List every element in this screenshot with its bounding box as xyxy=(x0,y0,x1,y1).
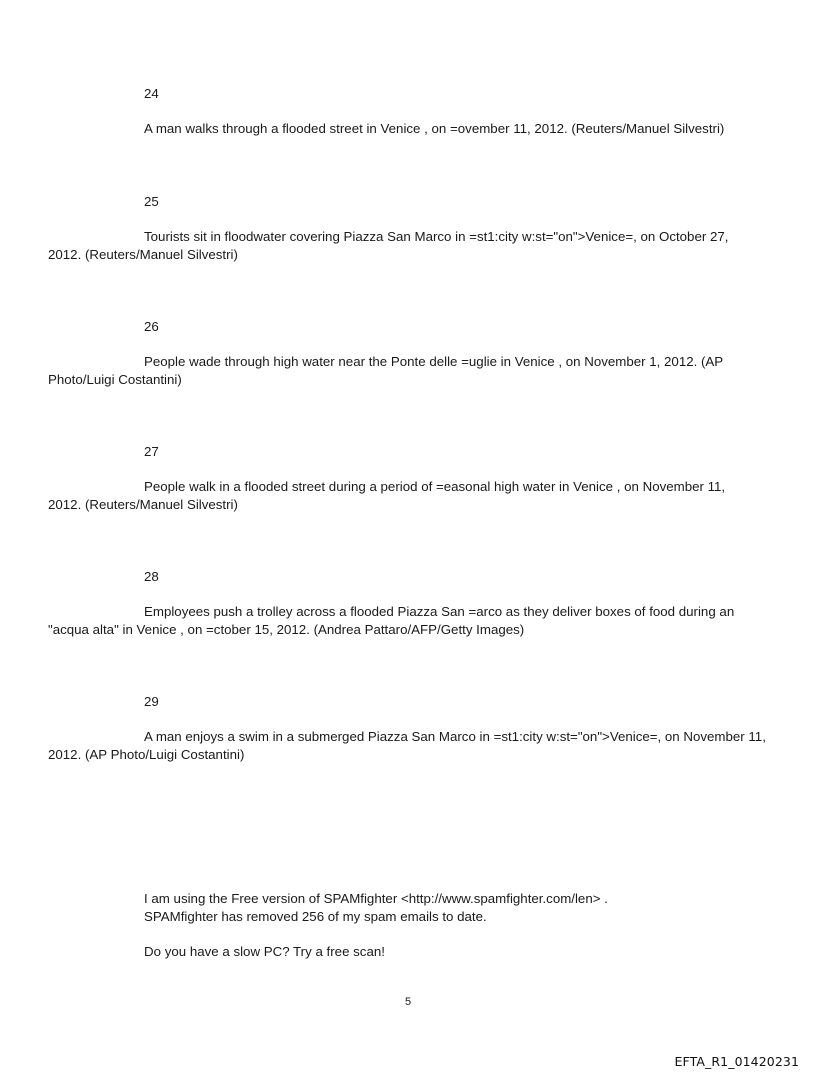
caption-line: People walk in a flooded street during a period of =easonal high water in Venice , on November 11, xyxy=(144,479,726,494)
spam-notice-line: Do you have a slow PC? Try a free scan! xyxy=(144,944,385,959)
item-number: 26 xyxy=(144,319,159,334)
caption-line-continued: "acqua alta" in Venice , on =ctober 15, 2012. (Andrea Pattaro/AFP/Getty Images) xyxy=(48,622,525,637)
caption-line-continued: 2012. (Reuters/Manuel Silvestri) xyxy=(48,247,238,262)
caption-line: A man walks through a flooded street in Venice , on =ovember 11, 2012. (Reuters/Manuel Silvestri) xyxy=(144,121,725,136)
caption-line: People wade through high water near the Ponte delle =uglie in Venice , on November 1, 2012. (AP xyxy=(144,354,724,369)
caption-line-continued: Photo/Luigi Costantini) xyxy=(48,372,182,387)
caption-line: A man enjoys a swim in a submerged Piazza San Marco in =st1:city w:st="on">Venice=, on November 11, xyxy=(144,729,766,744)
page-number: 5 xyxy=(404,996,412,1008)
item-number: 27 xyxy=(144,444,159,459)
item-number: 29 xyxy=(144,694,159,709)
caption-line-continued: 2012. (AP Photo/Luigi Costantini) xyxy=(48,747,245,762)
caption-line: Tourists sit in floodwater covering Piazza San Marco in =st1:city w:st="on">Venice=, on October 27, xyxy=(144,229,729,244)
caption-line-continued: 2012. (Reuters/Manuel Silvestri) xyxy=(48,497,238,512)
item-number: 28 xyxy=(144,569,159,584)
spam-notice-line: I am using the Free version of SPAMfighter <http://www.spamfighter.com/len> . xyxy=(144,891,608,906)
item-number: 25 xyxy=(144,194,159,209)
item-number: 24 xyxy=(144,86,159,101)
spam-notice-line: SPAMfighter has removed 256 of my spam emails to date. xyxy=(144,909,487,924)
document-id-stamp: EFTA_R1_01420231 xyxy=(674,1054,799,1069)
caption-line: Employees push a trolley across a flooded Piazza San =arco as they deliver boxes of food during an xyxy=(144,604,735,619)
